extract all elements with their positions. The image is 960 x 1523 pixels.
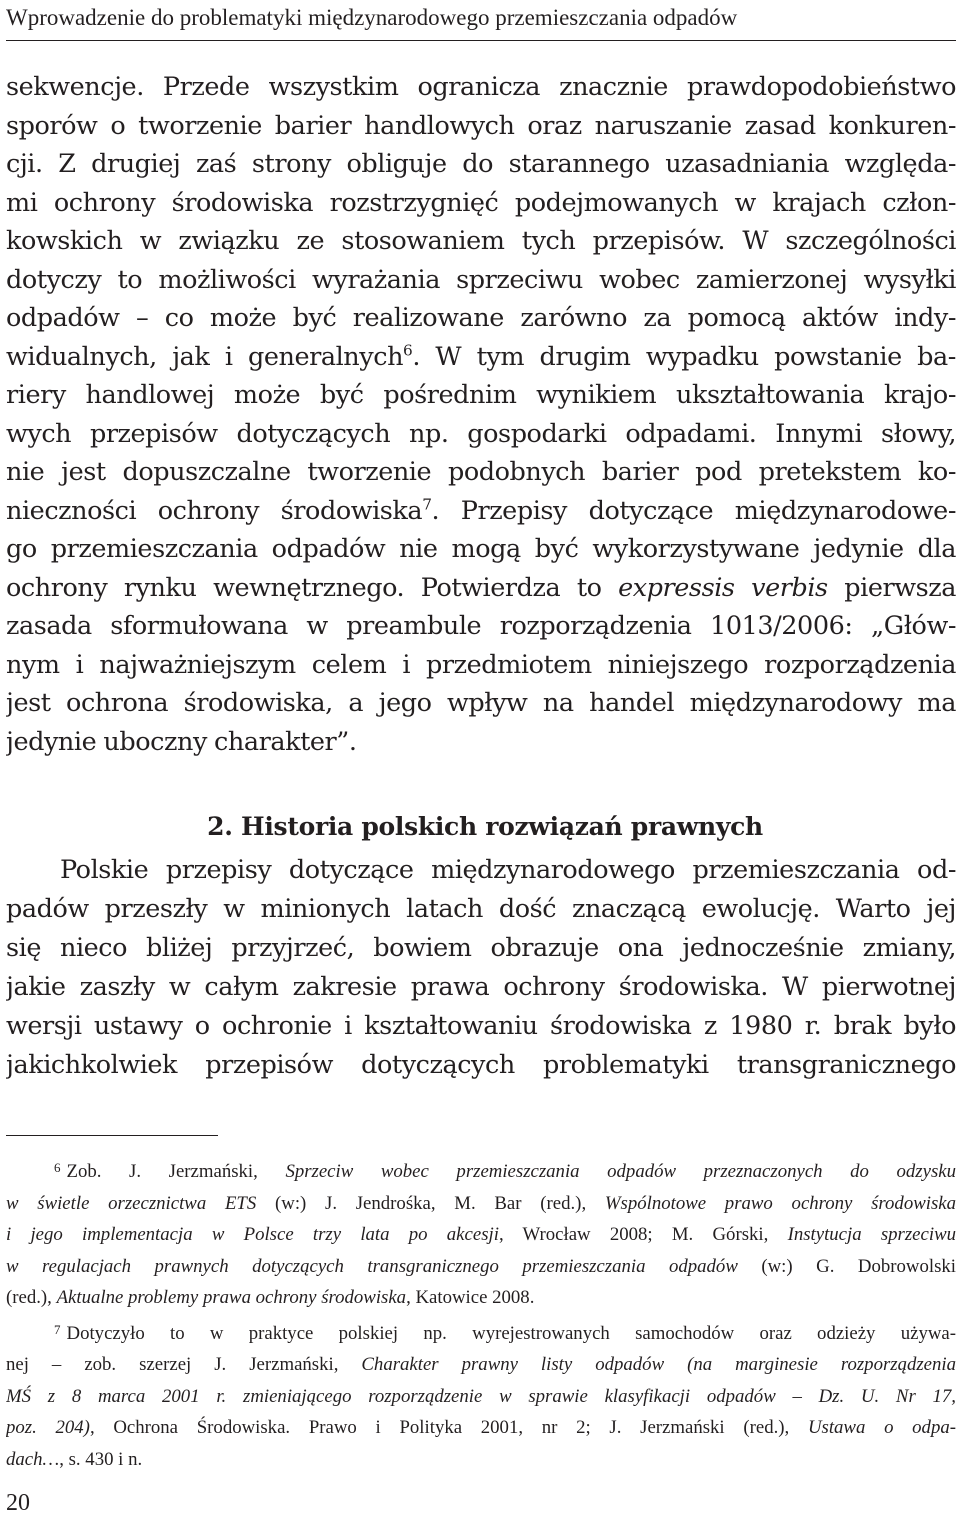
text-line: jakie zaszły w całym zakresie prawa ochrony środowiska. W pierwotnej [6, 972, 956, 1002]
text-span: widualnych, jak i generalnych [6, 341, 404, 372]
text-line: sporów o tworzenie barier handlowych oraz naruszanie zasad konkuren- [6, 110, 956, 141]
text-line: się nieco bliżej przyjrzeć, bowiem obrazuje ona jednocześnie zmiany, [6, 933, 956, 963]
footnote-7 [6, 1314, 956, 1476]
text-span: , Katowice 2008. [406, 1287, 535, 1308]
text-line: odpadów – co może być realizowane zarówno za pomocą aktów indy- [6, 303, 956, 333]
italic-title: i jego implementacja w Polsce trzy lata po akcesji [6, 1224, 499, 1245]
text-line: Polskie przepisy dotyczące międzynarodowego przemieszczania od- [60, 855, 956, 885]
italic-title: poz. 204) [6, 1417, 90, 1438]
paragraph-1 [6, 68, 956, 761]
footnote-number: 6 [54, 1160, 61, 1175]
footnote-line [6, 1349, 956, 1381]
text-line: dotyczy to możliwości wyrażania sprzeciwu wobec zamierzonej wysyłki [6, 264, 956, 295]
footnote-line [6, 1152, 956, 1188]
text-span: . W tym drugim wypadku powstanie ba- [412, 341, 956, 372]
footnotes [6, 1152, 956, 1475]
paragraph-2 [6, 851, 956, 1085]
text-span: , Wrocław 2008; M. Górski, [498, 1224, 788, 1245]
text-line: go przemieszczania odpadów nie mogą być wykorzystywane jedynie dla [6, 534, 956, 564]
page-number: 20 [6, 1490, 30, 1516]
text-line: sekwencje. Przede wszystkim ogranicza znacznie prawdopodobieństwo [6, 72, 956, 102]
text-line: mi ochrony środowiska rozstrzygnięć podejmowanych w krajach człon- [6, 187, 956, 218]
italic-title: w świetle orzecznictwa ETS [6, 1192, 257, 1214]
text-span: Dotyczyło to w praktyce polskiej np. wyrejestrowanych samochodów oraz odzieży używa- [66, 1322, 956, 1344]
text-span: , Ochrona Środowiska. Prawo i Polityka 2001, nr 2; J. Jerzmański (red.), [89, 1417, 808, 1438]
italic-title: Wspólnotowe prawo ochrony środowiska [604, 1192, 956, 1214]
italic-title: Instytucja sprzeciwu [787, 1224, 956, 1245]
text-span: . Przepisy dotyczące międzynarodowe- [431, 495, 956, 526]
text-span: , s. 430 i n. [59, 1448, 143, 1470]
text-span: pierwsza [827, 572, 956, 603]
italic-title: dach… [6, 1448, 60, 1470]
footnote-line [6, 1251, 956, 1283]
text-span: (red.), [6, 1287, 57, 1308]
footnote-line [6, 1444, 956, 1476]
text-line: zasada sformułowana w preambule rozporządzenia 1013/2006: „Głów- [6, 611, 956, 641]
italic-title: Sprzeciw wobec przemieszczania odpadów przeznaczonych do odzysku [285, 1161, 956, 1182]
text-line: wersji ustawy o ochronie i kształtowaniu środowiska z 1980 r. brak było [6, 1011, 956, 1041]
footnote-line [6, 1219, 956, 1251]
text-line: jest ochrona środowiska, a jego wpływ na handel międzynarodowy ma [6, 688, 956, 718]
text-line: riery handlowej może być pośrednim wynikiem ukształtowania krajo- [6, 380, 956, 410]
italic-title: MŚ z 8 marca 2001 r. zmieniającego rozporządzenie w sprawie klasyfikacji odpadów – Dz. U. Nr 17, [6, 1385, 956, 1407]
text-line [6, 338, 956, 377]
text-span: (w:) G. Dobrowolski [737, 1255, 956, 1277]
text-line: padów przeszły w minionych latach dość znaczącą ewolucję. Warto jej [6, 894, 956, 924]
text-line: jakichkolwiek przepisów dotyczących problematyki transgranicznego [6, 1050, 956, 1080]
text-span: (w:) J. Jendrośka, M. Bar (red.), [256, 1192, 605, 1214]
text-line: kowskich w związku ze stosowaniem tych przepisów. W szczególności [6, 226, 956, 256]
footnote-line [6, 1412, 956, 1444]
text-span: nej – zob. szerzej J. Jerzmański, [6, 1354, 362, 1375]
footnote-ref-6[interactable]: 6 [403, 341, 413, 359]
italic-title: Aktualne problemy prawa ochrony środowiska [56, 1287, 407, 1308]
footnote-6 [6, 1152, 956, 1314]
footnote-line [6, 1188, 956, 1220]
footnote-ref-7[interactable]: 7 [422, 495, 432, 513]
section-heading: 2. Historia polskich rozwiązań prawnych [207, 812, 763, 841]
footnote-line [6, 1314, 956, 1350]
text-line: nym i najważniejszym celem i przedmiotem niniejszego rozporządzenia [6, 649, 956, 680]
text-span: nieczności ochrony środowiska [6, 495, 423, 526]
footnote-line [6, 1381, 956, 1413]
footnote-line [6, 1282, 956, 1314]
italic-title: Charakter prawny listy odpadów (na marginesie rozporządzenia [361, 1354, 956, 1375]
italic-phrase: expressis verbis [618, 572, 828, 603]
running-header: Wprowadzenie do problematyki międzynarodowego przemieszczania odpadów [6, 4, 956, 41]
text-span: ochrony rynku wewnętrznego. Potwierdza to [6, 572, 619, 603]
italic-title: Ustawa o odpa- [807, 1417, 956, 1438]
text-line: cji. Z drugiej zaś strony obliguje do starannego uzasadniania względa- [6, 149, 956, 179]
italic-title: w regulacjach prawnych dotyczących transgranicznego przemieszczania odpadów [6, 1255, 738, 1277]
text-line: nie jest dopuszczalne tworzenie podobnych barier pod pretekstem ko- [6, 457, 956, 487]
text-line [6, 492, 956, 531]
text-line: jedynie uboczny charakter”. [6, 726, 357, 757]
text-line: wych przepisów dotyczących np. gospodarki odpadami. Innymi słowy, [6, 418, 956, 449]
footnote-number: 7 [54, 1321, 61, 1337]
text-line [6, 569, 956, 608]
footnote-separator [6, 1135, 218, 1136]
text-span: Zob. J. Jerzmański, [66, 1161, 286, 1182]
